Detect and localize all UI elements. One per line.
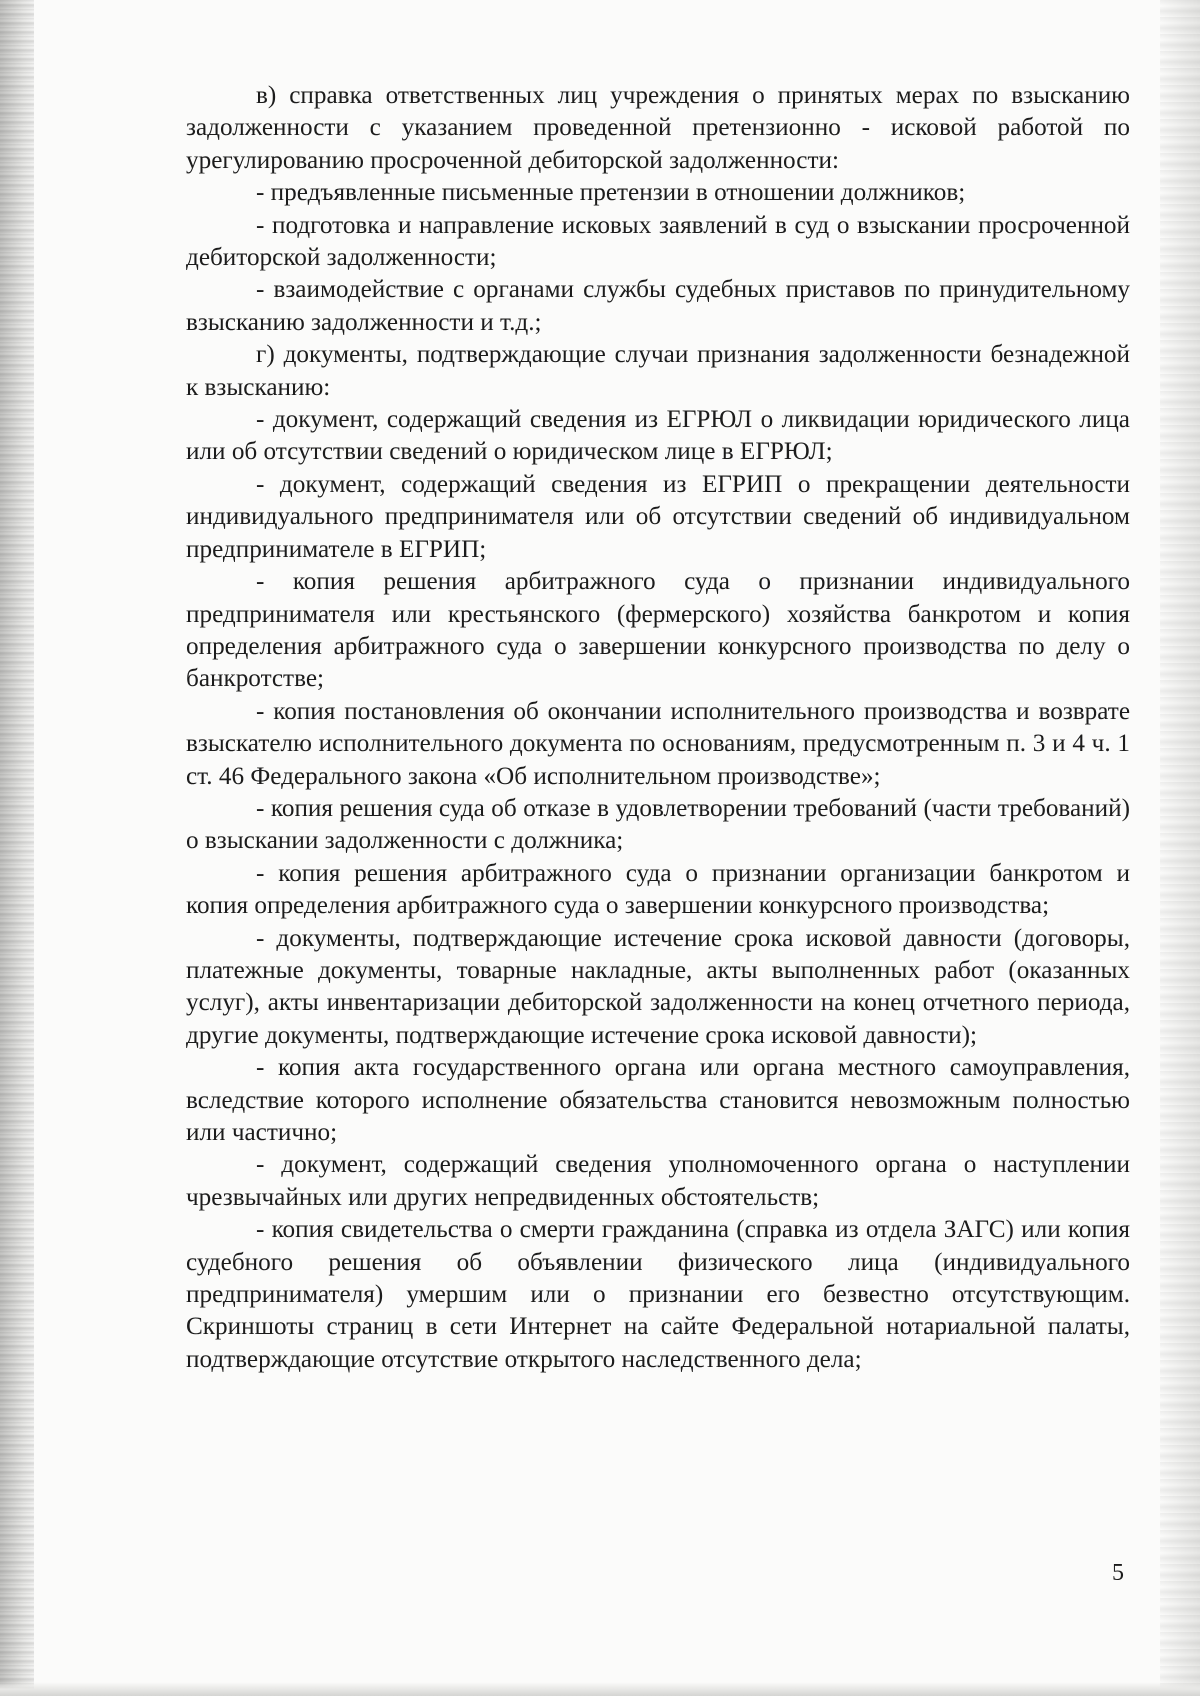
paragraph: - копия решения арбитражного суда о признании организации банкротом и копия определения арбитражного суда о завершении конкурсного производства; [186,859,1130,920]
paragraph: - копия акта государственного органа или органа местного самоуправления, вследствие которого исполнение обязательства становится невозможным полностью или частично; [186,1054,1130,1146]
paragraph: - копия свидетельства о смерти гражданина (справка из отдела ЗАГС) или копия судебного решения об объявлении физического лица (индивидуального предпринимателя) умершим или о признании его безвестно отсутствующим. Скриншоты страниц в сети Интернет на сайте Федеральной нотариальной палаты, подтверждающие отсутствие открытого наследственного дела; [186,1216,1130,1373]
paragraph: в) справка ответственных лиц учреждения о принятых мерах по взысканию задолженности с указанием проведенной претензионно - исковой работой по урегулированию просроченной дебиторской задолженности: [186,82,1130,174]
paragraph: - подготовка и направление исковых заявлений в суд о взыскании просроченной дебиторской задолженности; [186,211,1130,272]
paragraph: - копия решения суда об отказе в удовлетворении требований (части требований) о взыскании задолженности с должника; [186,794,1130,855]
document-body [186,80,1130,1376]
scan-edge-right [1160,0,1200,1696]
page-number: 5 [1112,1560,1124,1586]
paragraph: - документы, подтверждающие истечение срока исковой давности (договоры, платежные документы, товарные накладные, акты выполненных работ (оказанных услуг), акты инвентаризации дебиторской задолженности на конец отчетного периода, другие документы, подтверждающие истечение срока исковой давности); [186,924,1130,1049]
paragraph: - предъявленные письменные претензии в отношении должников; [256,179,966,207]
paragraph: - копия постановления об окончании исполнительного производства и возврате взыскателю исполнительного документа по основаниям, предусмотренным п. 3 и 4 ч. 1 ст. 46 Федерального закона «Об исполнительном производстве»; [186,697,1130,790]
paragraph: г) документы, подтверждающие случаи признания задолженности безнадежной к взысканию: [186,341,1130,401]
paragraph: - взаимодействие с органами службы судебных приставов по принудительному взысканию задолженности и т.д.; [186,276,1130,336]
paragraph: - документ, содержащий сведения уполномоченного органа о наступлении чрезвычайных или других непредвиденных обстоятельств; [186,1151,1130,1211]
paragraph: - документ, содержащий сведения из ЕГРИП о прекращении деятельности индивидуального предпринимателя или об отсутствии сведений об индивидуальном предпринимателе в ЕГРИП; [186,470,1130,563]
scan-edge-left [0,0,34,1696]
scan-edge-bottom [0,1682,1200,1696]
paragraph: - копия решения арбитражного суда о признании индивидуального предпринимателя или крестьянского (фермерского) хозяйства банкротом и копия определения арбитражного суда о завершении конкурсного производства по делу о банкротстве; [186,568,1130,693]
paragraph: - документ, содержащий сведения из ЕГРЮЛ о ликвидации юридического лица или об отсутствии сведений о юридическом лице в ЕГРЮЛ; [186,406,1130,466]
